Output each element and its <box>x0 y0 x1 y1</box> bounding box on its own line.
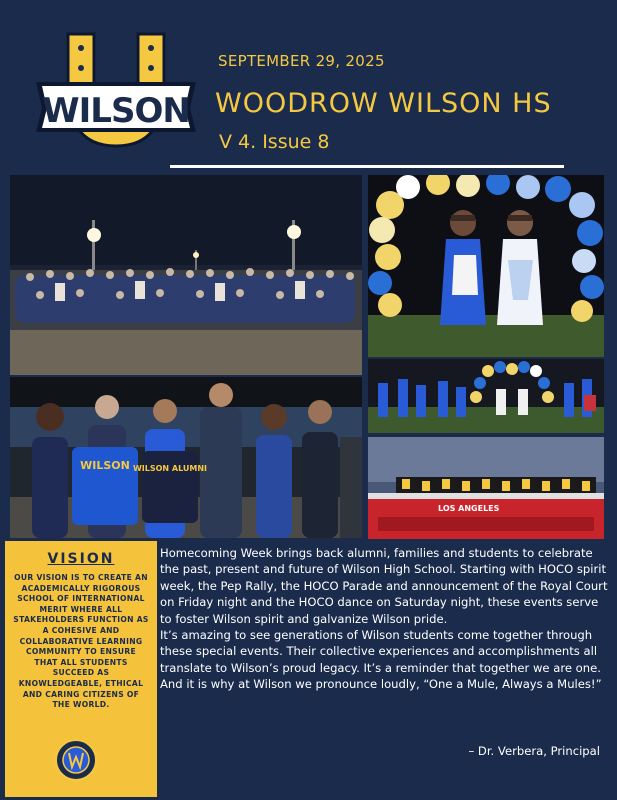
vision-title: VISION <box>47 551 115 567</box>
article-paragraph-1: Homecoming Week brings back alumni, families and students to celebrate the past, present and future of Wilson High School. Starting with HOCO spirit week, the Pep Rally, the HOCO Parade and announcement of the Royal Court on Friday night and the HOCO dance on Saturday night, these events serve to foster Wilson spirit and galvanize Wilson pride. <box>160 546 608 626</box>
school-seal-icon <box>55 739 97 781</box>
royal-court-photo <box>368 175 604 357</box>
school-name: WOODROW WILSON HS <box>215 88 552 119</box>
vision-box <box>5 541 157 797</box>
parade-field-photo <box>368 359 604 433</box>
firetruck-parade-photo <box>368 437 604 539</box>
jacket-text: WILSON <box>80 459 130 472</box>
alumni-shirt-text: WILSON ALUMNI <box>132 464 208 473</box>
alumni-group-photo <box>10 175 362 375</box>
header-divider <box>170 165 564 168</box>
vision-statement: OUR VISION IS TO CREATE AN ACADEMICALLY RIGOROUS SCHOOL OF INTERNATIONAL MERIT WHERE ALL STAKEHOLDERS FUNCTION AS A COHESIVE AND COLLABORATIVE LEARNING COMMUNITY TO ENSURE THAT ALL STUDENTS SUCCEED AS KNOWLEDGEABLE, ETHICAL AND CARING CITIZENS OF THE WORLD. <box>13 573 149 710</box>
wilson-horseshoe-logo <box>32 28 200 156</box>
firetruck-text: LOS ANGELES <box>438 504 500 513</box>
alumni-jackets-photo <box>10 377 362 538</box>
issue-number: V 4. Issue 8 <box>219 131 330 153</box>
issue-date: SEPTEMBER 29, 2025 <box>218 52 385 70</box>
logo-text: WILSON <box>42 91 190 131</box>
article-paragraph-2: It’s amazing to see generations of Wilson students come together through these special events. Their collective experiences and accomplishments all translate to Wilson’s proud legacy. It’s a reminder that together we are one. And it is why at Wilson we pronounce loudly, “One a Mule, Always a Mules!” <box>160 628 602 692</box>
principal-signature: – Dr. Verbera, Principal <box>468 744 600 758</box>
